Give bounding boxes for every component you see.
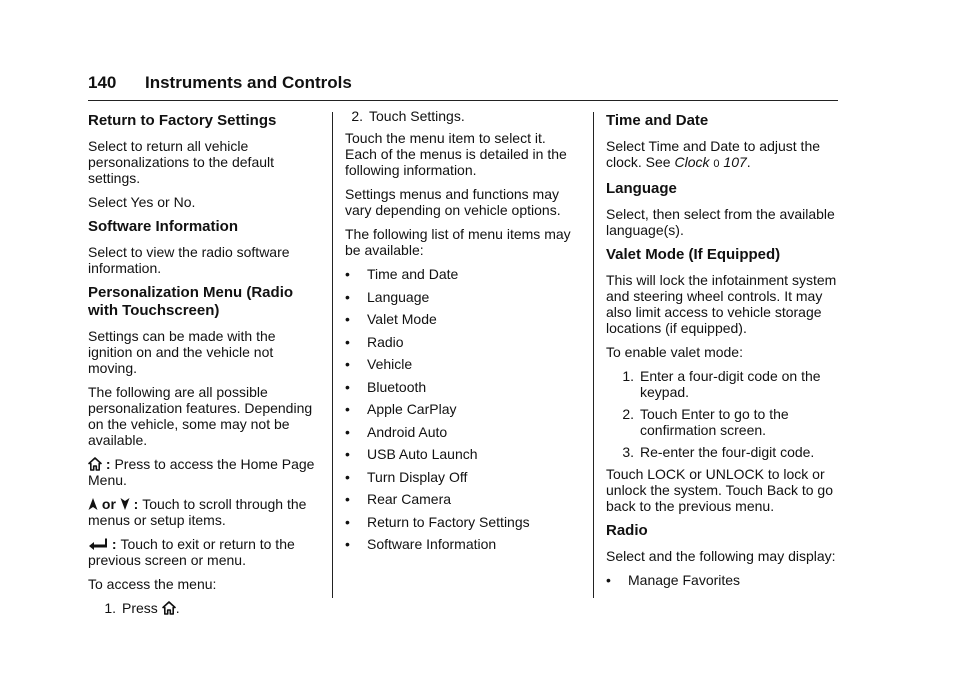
list-item [345,289,581,305]
bullet: • [345,536,350,552]
page-ref-number: 107 [723,154,747,170]
list-item-text: Return to Factory Settings [367,513,530,530]
list-item-text: Radio [367,333,404,350]
list-item-text: Manage Favorites [628,572,741,588]
scroll-text: Touch to scroll through the menus or setup items. [88,496,307,528]
paragraph: To access the menu: [88,576,217,592]
column-divider [593,112,594,598]
step-number: 3. [622,444,634,460]
page-number: 140 [88,73,117,92]
numbered-step [88,600,320,616]
step-text: Touch Settings. [369,108,465,124]
step-end: . [175,600,180,616]
bullet: • [345,266,350,282]
bullet: • [345,468,350,485]
list-item-text: Vehicle [367,356,413,372]
list-item [345,424,581,440]
bullet: • [345,356,350,372]
heading-return-to-factory-settings: Return to Factory Settings [88,112,277,129]
scroll-down-icon [120,497,130,511]
bullet: • [606,572,611,588]
step-text [122,600,180,616]
paragraph: The following list of menu items may be available: [345,226,571,258]
column-3 [606,108,842,595]
heading-valet-mode: Valet Mode (If Equipped) [606,246,781,263]
list-item-text: USB Auto Launch [367,446,478,462]
list-item-text: Valet Mode [367,311,437,327]
heading-language: Language [606,180,677,197]
paragraph: Touch the menu item to select it. Each of the menus is detailed in the following information. [345,130,567,178]
heading-software-information: Software Information [88,218,239,235]
back-text: Touch to exit or return to the previous screen or menu. [88,536,295,568]
step-text-label: Press [122,600,158,616]
list-item-text: Language [367,288,430,305]
list-item [345,379,581,395]
or-word: or [98,496,120,512]
bullet: • [345,423,350,440]
list-item [345,469,581,485]
heading-time-and-date: Time and Date [606,112,709,129]
text: Select Time and Date to adjust the clock. See [606,138,821,170]
page-ref-arrow: 0 [713,158,720,170]
section-title: Instruments and Controls [145,73,352,92]
step-number: 2. [351,108,363,124]
clock-reference: Clock [674,154,710,170]
bullet: • [345,333,350,350]
paragraph: Select Yes or No. [88,194,196,210]
step-number: 1. [622,368,634,384]
step-text: Enter a four-digit code on the keypad. [640,368,821,400]
step-number: 2. [622,406,634,422]
step-text: Touch Enter to go to the confirmation screen. [640,406,789,438]
page-header [88,72,838,101]
list-item-text: Turn Display Off [367,468,468,485]
bullet: • [345,446,350,462]
list-item [345,266,581,282]
back-colon: : [108,536,121,552]
column-2 [345,108,581,559]
paragraph: Settings can be made with the ignition on and the vehicle not moving. [88,328,276,376]
step-number: 1. [104,600,116,616]
text: . [746,154,751,170]
bullet: • [345,401,350,417]
scroll-colon: : [129,496,143,512]
list-item-text: Bluetooth [367,378,427,395]
back-description [88,536,320,568]
paragraph: Select to return all vehicle personalizations to the default settings. [88,138,275,186]
list-item [345,356,581,372]
home-icon [162,601,176,615]
paragraph: The following are all possible personalization features. Depending on the vehicle, some may not be available. [88,384,313,448]
home-icon [88,457,102,471]
paragraph: Select to view the radio software information. [88,244,290,276]
bullet: • [345,491,350,507]
list-item [345,514,581,530]
back-icon [88,537,108,551]
list-item-text: Apple CarPlay [367,401,457,417]
heading-radio: Radio [606,522,648,539]
bullet: • [345,378,350,395]
list-item-text: Time and Date [367,266,459,282]
paragraph: Select and the following may display: [606,548,836,564]
list-item [345,536,581,552]
numbered-step [606,368,842,400]
home-description [88,456,320,488]
scroll-up-icon [88,497,98,511]
list-item [606,572,842,588]
list-item [345,311,581,327]
numbered-step [335,108,581,124]
numbered-step [606,406,842,438]
column-divider [332,112,333,598]
list-item-text: Rear Camera [367,491,452,507]
numbered-step [606,444,842,460]
paragraph: This will lock the infotainment system and steering wheel controls. It may also limit access to vehicle storage locations (if equipped). [606,272,837,336]
home-colon: : [102,456,115,472]
bullet: • [345,513,350,530]
paragraph: Settings menus and functions may vary depending on vehicle options. [345,186,561,218]
bullet: • [345,311,350,327]
paragraph: Select, then select from the available language(s). [606,206,835,238]
scroll-description [88,496,320,528]
list-item [345,491,581,507]
list-item [345,334,581,350]
heading-personalization-menu: Personalization Menu (Radio with Touchscreen) [88,284,294,319]
step-text: Re-enter the four-digit code. [640,444,815,460]
list-item [345,401,581,417]
bullet: • [345,288,350,305]
list-item-text: Software Information [367,536,497,552]
column-1 [88,108,320,622]
home-text: Press to access the Home Page Menu. [88,456,315,488]
paragraph: Touch LOCK or UNLOCK to lock or unlock the system. Touch Back to go back to the previous menu. [606,466,833,514]
list-item-text: Android Auto [367,423,448,440]
paragraph: To enable valet mode: [606,344,743,360]
list-item [345,446,581,462]
time-paragraph [606,138,842,172]
